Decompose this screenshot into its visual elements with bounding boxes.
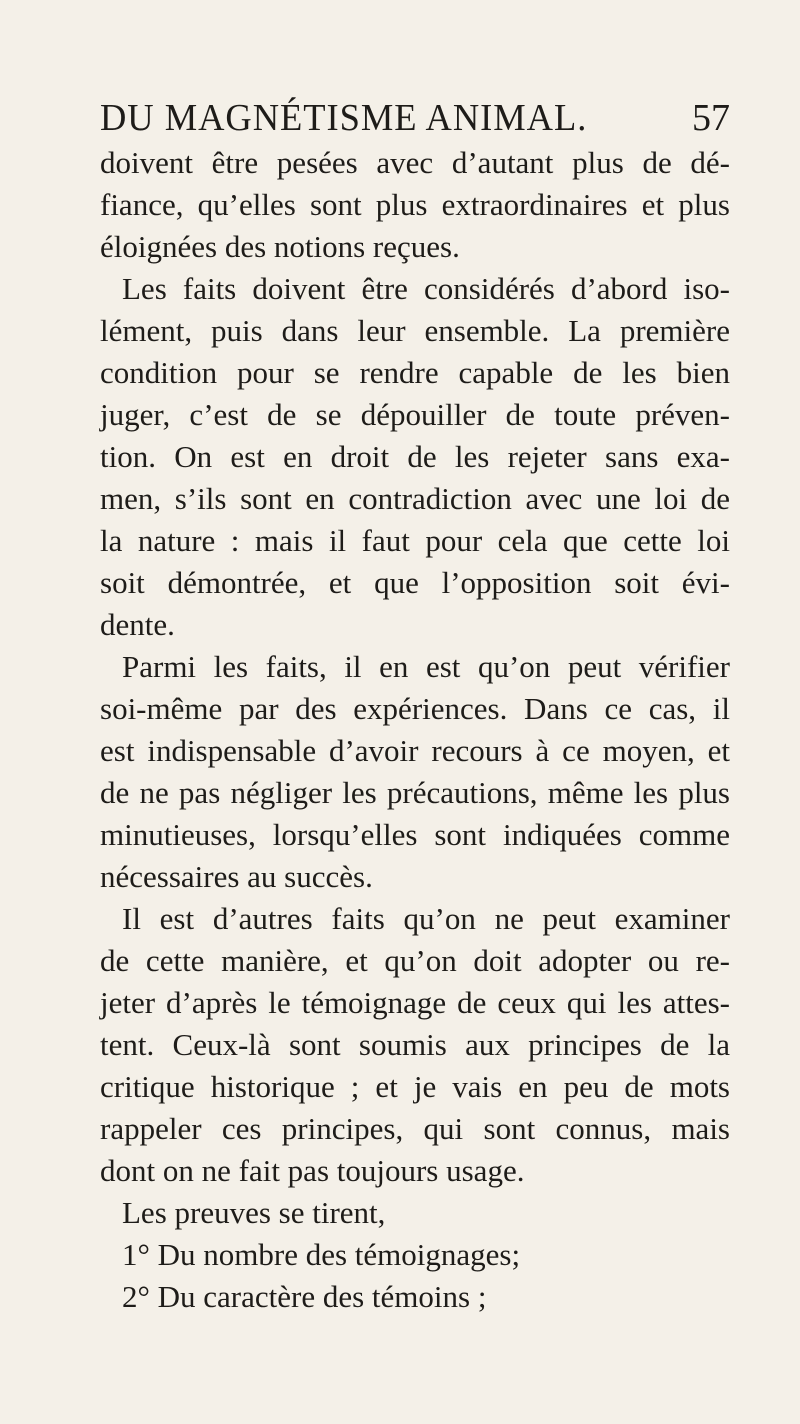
text-line: 2° Du caractère des témoins ; — [122, 1279, 487, 1314]
text-line: éloignées des notions reçues. — [100, 229, 460, 264]
text-line: dont on ne fait pas toujours usage. — [100, 1153, 525, 1188]
text-line: est indispensable d’avoir recours à ce moyen, et — [100, 733, 730, 768]
text-line: de cette manière, et qu’on doit adopter ou re- — [100, 943, 730, 978]
text-line: la nature : mais il faut pour cela que cette loi — [100, 523, 730, 558]
text-line: soi-même par des expériences. Dans ce cas, il — [100, 691, 730, 726]
text-line: 1° Du nombre des témoignages; — [122, 1237, 521, 1272]
text-line: doivent être pesées avec d’autant plus de dé- — [100, 145, 730, 180]
text-line: juger, c’est de se dépouiller de toute préven- — [100, 397, 730, 432]
text-line: critique historique ; et je vais en peu de mots — [100, 1069, 730, 1104]
page-number: 57 — [692, 97, 730, 139]
text-line: soit démontrée, et que l’opposition soit évi- — [100, 565, 730, 600]
text-line: rappeler ces principes, qui sont connus, mais — [100, 1111, 730, 1146]
text-line: lément, puis dans leur ensemble. La première — [100, 313, 730, 348]
text-line: Les preuves se tirent, — [122, 1195, 386, 1230]
text-line: de ne pas négliger les précautions, même les plus — [100, 775, 730, 810]
text-line: men, s’ils sont en contradiction avec une loi de — [100, 481, 730, 516]
body-text — [100, 142, 730, 1318]
text-line: Il est d’autres faits qu’on ne peut examiner — [122, 901, 730, 936]
text-line: tion. On est en droit de les rejeter sans exa- — [100, 439, 730, 474]
text-line: Les faits doivent être considérés d’abord iso- — [122, 271, 730, 306]
text-line: condition pour se rendre capable de les bien — [100, 355, 730, 390]
text-line: minutieuses, lorsqu’elles sont indiquées comme — [100, 817, 730, 852]
running-title: DU MAGNÉTISME ANIMAL. — [100, 97, 588, 139]
running-head — [100, 96, 730, 146]
text-line: fiance, qu’elles sont plus extraordinaires et plus — [100, 187, 730, 222]
text-line: jeter d’après le témoignage de ceux qui les attes- — [100, 985, 730, 1020]
text-line: Parmi les faits, il en est qu’on peut vérifier — [122, 649, 730, 684]
text-line: tent. Ceux-là sont soumis aux principes de la — [100, 1027, 730, 1062]
text-line: dente. — [100, 607, 175, 642]
text-line: nécessaires au succès. — [100, 859, 373, 894]
